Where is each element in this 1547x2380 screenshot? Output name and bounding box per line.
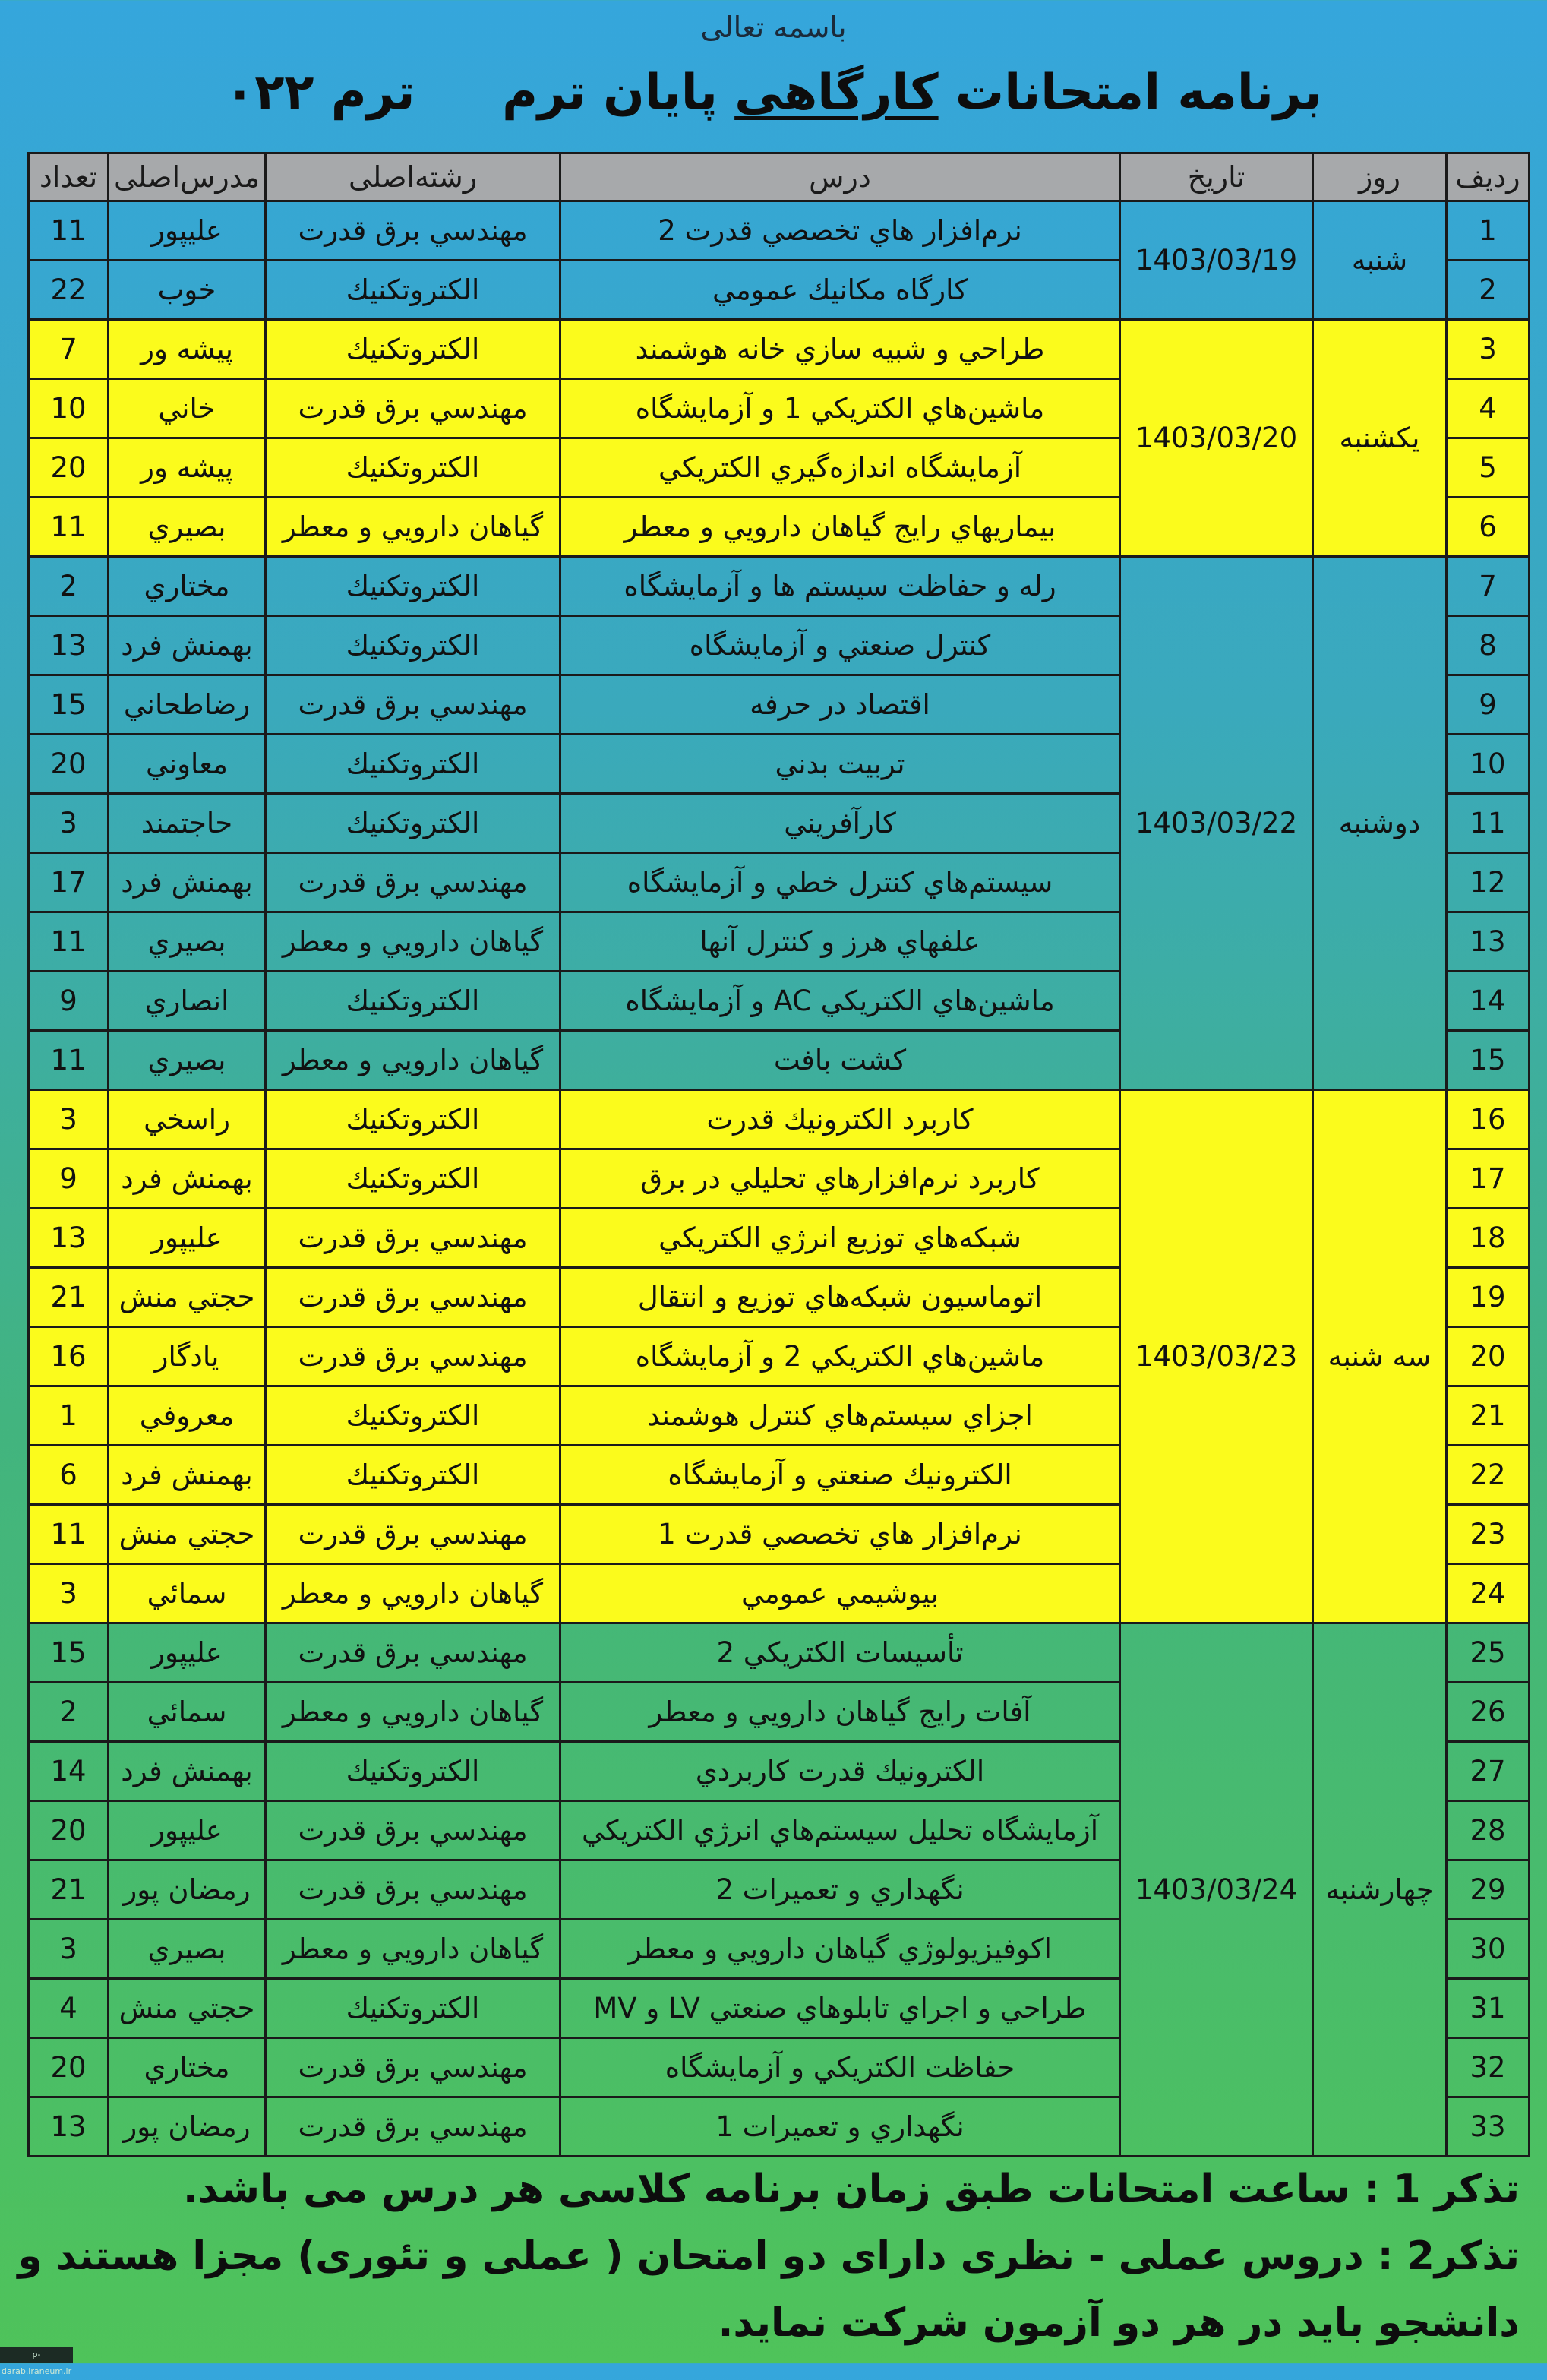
row-number-cell: 32 <box>1447 2038 1530 2097</box>
count-cell: 10 <box>29 379 109 438</box>
day-cell: شنبه <box>1313 201 1447 320</box>
course-cell: كاربرد نرم‌افزارهاي تحليلي در برق <box>560 1149 1120 1209</box>
course-cell: اتوماسيون شبكه‌هاي توزيع و انتقال <box>560 1268 1120 1327</box>
row-number-cell: 29 <box>1447 1860 1530 1920</box>
count-cell: 11 <box>29 201 109 261</box>
day-cell: چهارشنبه <box>1313 1623 1447 2157</box>
course-cell: تأسيسات الكتريكي 2 <box>560 1623 1120 1683</box>
notes-section <box>8 2156 1520 2356</box>
bismillah-heading: باسمه تعالی <box>700 11 847 44</box>
teacher-cell: مختاري <box>109 557 266 616</box>
teacher-cell: سمائي <box>109 1564 266 1623</box>
row-number-cell: 1 <box>1447 201 1530 261</box>
teacher-cell: علیپور <box>109 1623 266 1683</box>
count-cell: 14 <box>29 1742 109 1801</box>
teacher-cell: علیپور <box>109 1801 266 1860</box>
row-number-cell: 24 <box>1447 1564 1530 1623</box>
row-number-cell: 4 <box>1447 379 1530 438</box>
row-number-cell: 21 <box>1447 1386 1530 1446</box>
major-cell: الكتروتكنيك <box>266 438 560 498</box>
teacher-cell: سمائي <box>109 1683 266 1742</box>
teacher-cell: حجتي منش <box>109 1268 266 1327</box>
count-cell: 15 <box>29 675 109 735</box>
teacher-cell: پیشه ور <box>109 438 266 498</box>
course-cell: نرم‌افزار هاي تخصصي قدرت 2 <box>560 201 1120 261</box>
major-cell: مهندسي برق قدرت <box>266 379 560 438</box>
row-number-cell: 22 <box>1447 1446 1530 1505</box>
column-header-row: ردیف <box>1447 153 1530 201</box>
count-cell: 21 <box>29 1268 109 1327</box>
course-cell: رله و حفاظت سيستم ها و آزمايشگاه <box>560 557 1120 616</box>
course-cell: شبكه‌هاي توزيع انرژي الكتريكي <box>560 1209 1120 1268</box>
row-number-cell: 2 <box>1447 261 1530 320</box>
table-row <box>29 1623 1530 1683</box>
major-cell: الكتروتكنيك <box>266 320 560 379</box>
teacher-cell: بصيري <box>109 912 266 972</box>
note-1: تذکر 1 : ساعت امتحانات طبق زمان برنامه کلاسی هر درس می باشد. <box>183 2167 1520 2212</box>
major-cell: مهندسي برق قدرت <box>266 1623 560 1683</box>
count-cell: 11 <box>29 1031 109 1090</box>
row-number-cell: 30 <box>1447 1920 1530 1979</box>
count-cell: 3 <box>29 1920 109 1979</box>
count-cell: 20 <box>29 2038 109 2097</box>
title-part-2: کارگاهی <box>734 65 939 121</box>
row-number-cell: 19 <box>1447 1268 1530 1327</box>
major-cell: الكتروتكنيك <box>266 1386 560 1446</box>
course-cell: علفهاي هرز و كنترل آنها <box>560 912 1120 972</box>
row-number-cell: 28 <box>1447 1801 1530 1860</box>
teacher-cell: بهمنش فرد <box>109 1446 266 1505</box>
date-cell: 1403/03/22 <box>1120 557 1313 1090</box>
major-cell: مهندسي برق قدرت <box>266 1209 560 1268</box>
teacher-cell: بهمنش فرد <box>109 1742 266 1801</box>
row-number-cell: 25 <box>1447 1623 1530 1683</box>
row-number-cell: 20 <box>1447 1327 1530 1386</box>
count-cell: 7 <box>29 320 109 379</box>
course-cell: اجزاي سيستم‌هاي كنترل هوشمند <box>560 1386 1120 1446</box>
course-cell: الكترونيك قدرت كاربردي <box>560 1742 1120 1801</box>
major-cell: الكتروتكنيك <box>266 972 560 1031</box>
table-row <box>29 320 1530 379</box>
count-cell: 11 <box>29 1505 109 1564</box>
count-cell: 13 <box>29 1209 109 1268</box>
teacher-cell: خاني <box>109 379 266 438</box>
teacher-cell: پیشه ور <box>109 320 266 379</box>
row-number-cell: 3 <box>1447 320 1530 379</box>
major-cell: مهندسي برق قدرت <box>266 1860 560 1920</box>
title-part-1: برنامه امتحانات <box>955 65 1322 121</box>
major-cell: مهندسي برق قدرت <box>266 1505 560 1564</box>
course-cell: اقتصاد در حرفه <box>560 675 1120 735</box>
course-cell: تربيت بدني <box>560 735 1120 794</box>
major-cell: الكتروتكنيك <box>266 557 560 616</box>
teacher-cell: حاجتمند <box>109 794 266 853</box>
count-cell: 3 <box>29 1090 109 1149</box>
count-cell: 3 <box>29 1564 109 1623</box>
row-number-cell: 10 <box>1447 735 1530 794</box>
course-cell: كارگاه مكانيك عمومي <box>560 261 1120 320</box>
table-body <box>29 201 1530 2157</box>
teacher-cell: راسخي <box>109 1090 266 1149</box>
count-cell: 2 <box>29 1683 109 1742</box>
teacher-cell: علیپور <box>109 201 266 261</box>
major-cell: مهندسي برق قدرت <box>266 201 560 261</box>
teacher-cell: بهمنش فرد <box>109 616 266 675</box>
course-cell: حفاظت الكتريكي و آزمايشگاه <box>560 2038 1120 2097</box>
teacher-cell: خوب <box>109 261 266 320</box>
exam-schedule-table <box>27 152 1530 2157</box>
count-cell: 1 <box>29 1386 109 1446</box>
teacher-cell: انصاري <box>109 972 266 1031</box>
course-cell: ماشين‌هاي الكتريكي AC و آزمايشگاه <box>560 972 1120 1031</box>
major-cell: مهندسي برق قدرت <box>266 1268 560 1327</box>
count-cell: 15 <box>29 1623 109 1683</box>
column-header-course: درس <box>560 153 1120 201</box>
major-cell: الكتروتكنيك <box>266 1149 560 1209</box>
major-cell: الكتروتكنيك <box>266 1090 560 1149</box>
teacher-cell: معروفي <box>109 1386 266 1446</box>
column-header-teacher: مدرس‌اصلی <box>109 153 266 201</box>
row-number-cell: 9 <box>1447 675 1530 735</box>
teacher-cell: بصيري <box>109 498 266 557</box>
major-cell: گياهان دارويي و معطر <box>266 1920 560 1979</box>
major-cell: الكتروتكنيك <box>266 735 560 794</box>
course-cell: كشت بافت <box>560 1031 1120 1090</box>
major-cell: الكتروتكنيك <box>266 1446 560 1505</box>
teacher-cell: بهمنش فرد <box>109 853 266 912</box>
row-number-cell: 5 <box>1447 438 1530 498</box>
major-cell: الكتروتكنيك <box>266 616 560 675</box>
major-cell: مهندسي برق قدرت <box>266 853 560 912</box>
teacher-cell: بصيري <box>109 1920 266 1979</box>
course-cell: آزمايشگاه اندازه‌گيري الكتريكي <box>560 438 1120 498</box>
row-number-cell: 18 <box>1447 1209 1530 1268</box>
row-number-cell: 14 <box>1447 972 1530 1031</box>
count-cell: 9 <box>29 972 109 1031</box>
course-cell: آزمايشگاه تحليل سيستم‌هاي انرژي الكتريكي <box>560 1801 1120 1860</box>
page-title <box>0 65 1547 121</box>
count-cell: 9 <box>29 1149 109 1209</box>
date-cell: 1403/03/19 <box>1120 201 1313 320</box>
course-cell: آفات رايج گياهان دارويي و معطر <box>560 1683 1120 1742</box>
day-cell: یکشنبه <box>1313 320 1447 557</box>
teacher-cell: رضاطحاني <box>109 675 266 735</box>
column-header-day: روز <box>1313 153 1447 201</box>
title-part-4: ترم ۰۲۲ <box>225 65 415 121</box>
row-number-cell: 33 <box>1447 2097 1530 2157</box>
teacher-cell: رمضان پور <box>109 1860 266 1920</box>
site-watermark: p-darab.iraneum.ir <box>0 2347 73 2363</box>
teacher-cell: علیپور <box>109 1209 266 1268</box>
teacher-cell: معاوني <box>109 735 266 794</box>
course-cell: بيماريهاي رايج گياهان دارويي و معطر <box>560 498 1120 557</box>
count-cell: 11 <box>29 498 109 557</box>
column-header-count: تعداد <box>29 153 109 201</box>
table-header-row <box>29 153 1530 201</box>
count-cell: 16 <box>29 1327 109 1386</box>
row-number-cell: 16 <box>1447 1090 1530 1149</box>
teacher-cell: بصيري <box>109 1031 266 1090</box>
course-cell: اكوفيزيولوژي گياهان دارويي و معطر <box>560 1920 1120 1979</box>
teacher-cell: بهمنش فرد <box>109 1149 266 1209</box>
teacher-cell: مختاري <box>109 2038 266 2097</box>
title-part-3: پایان ترم <box>502 65 718 121</box>
count-cell: 17 <box>29 853 109 912</box>
count-cell: 21 <box>29 1860 109 1920</box>
teacher-cell: يادگار <box>109 1327 266 1386</box>
count-cell: 2 <box>29 557 109 616</box>
major-cell: مهندسي برق قدرت <box>266 1801 560 1860</box>
note-2: تذکر2 : دروس عملی - نظری دارای دو امتحان ( عملی و تئوری) مجزا هستند و دانشجو باید در هر دو آزمون شرکت نماید. <box>17 2233 1520 2346</box>
day-cell: دوشنبه <box>1313 557 1447 1090</box>
course-cell: نرم‌افزار هاي تخصصي قدرت 1 <box>560 1505 1120 1564</box>
date-cell: 1403/03/23 <box>1120 1090 1313 1623</box>
date-cell: 1403/03/24 <box>1120 1623 1313 2157</box>
major-cell: مهندسي برق قدرت <box>266 1327 560 1386</box>
major-cell: مهندسي برق قدرت <box>266 675 560 735</box>
row-number-cell: 7 <box>1447 557 1530 616</box>
count-cell: 13 <box>29 616 109 675</box>
major-cell: گياهان دارويي و معطر <box>266 912 560 972</box>
course-cell: نگهداري و تعميرات 1 <box>560 2097 1120 2157</box>
teacher-cell: حجتي منش <box>109 1505 266 1564</box>
teacher-cell: حجتي منش <box>109 1979 266 2038</box>
count-cell: 3 <box>29 794 109 853</box>
course-cell: كاربرد الكترونيك قدرت <box>560 1090 1120 1149</box>
row-number-cell: 11 <box>1447 794 1530 853</box>
row-number-cell: 15 <box>1447 1031 1530 1090</box>
row-number-cell: 8 <box>1447 616 1530 675</box>
major-cell: گياهان دارويي و معطر <box>266 498 560 557</box>
major-cell: گياهان دارويي و معطر <box>266 1564 560 1623</box>
date-cell: 1403/03/20 <box>1120 320 1313 557</box>
major-cell: الكتروتكنيك <box>266 794 560 853</box>
course-cell: سيستم‌هاي كنترل خطي و آزمايشگاه <box>560 853 1120 912</box>
major-cell: الكتروتكنيك <box>266 1979 560 2038</box>
day-cell: سه شنبه <box>1313 1090 1447 1623</box>
major-cell: الكتروتكنيك <box>266 261 560 320</box>
row-number-cell: 23 <box>1447 1505 1530 1564</box>
count-cell: 20 <box>29 438 109 498</box>
row-number-cell: 31 <box>1447 1979 1530 2038</box>
table-row <box>29 201 1530 261</box>
course-cell: كنترل صنعتي و آزمايشگاه <box>560 616 1120 675</box>
count-cell: 6 <box>29 1446 109 1505</box>
row-number-cell: 13 <box>1447 912 1530 972</box>
course-cell: ماشين‌هاي الكتريكي 1 و آزمايشگاه <box>560 379 1120 438</box>
row-number-cell: 27 <box>1447 1742 1530 1801</box>
teacher-cell: رمضان پور <box>109 2097 266 2157</box>
row-number-cell: 6 <box>1447 498 1530 557</box>
row-number-cell: 26 <box>1447 1683 1530 1742</box>
major-cell: گياهان دارويي و معطر <box>266 1683 560 1742</box>
count-cell: 13 <box>29 2097 109 2157</box>
course-cell: طراحي و شبيه سازي خانه هوشمند <box>560 320 1120 379</box>
course-cell: ماشين‌هاي الكتريكي 2 و آزمايشگاه <box>560 1327 1120 1386</box>
course-cell: نگهداري و تعميرات 2 <box>560 1860 1120 1920</box>
row-number-cell: 12 <box>1447 853 1530 912</box>
course-cell: الكترونيك صنعتي و آزمايشگاه <box>560 1446 1120 1505</box>
major-cell: مهندسي برق قدرت <box>266 2097 560 2157</box>
course-cell: كارآفريني <box>560 794 1120 853</box>
count-cell: 20 <box>29 1801 109 1860</box>
row-number-cell: 17 <box>1447 1149 1530 1209</box>
count-cell: 22 <box>29 261 109 320</box>
major-cell: گياهان دارويي و معطر <box>266 1031 560 1090</box>
count-cell: 4 <box>29 1979 109 2038</box>
course-cell: طراحي و اجراي تابلوهاي صنعتي LV و MV <box>560 1979 1120 2038</box>
column-header-major: رشته‌اصلی <box>266 153 560 201</box>
table-row <box>29 1090 1530 1149</box>
count-cell: 20 <box>29 735 109 794</box>
major-cell: مهندسي برق قدرت <box>266 2038 560 2097</box>
major-cell: الكتروتكنيك <box>266 1742 560 1801</box>
table-row <box>29 557 1530 616</box>
count-cell: 11 <box>29 912 109 972</box>
course-cell: بيوشيمي عمومي <box>560 1564 1120 1623</box>
column-header-date: تاریخ <box>1120 153 1313 201</box>
